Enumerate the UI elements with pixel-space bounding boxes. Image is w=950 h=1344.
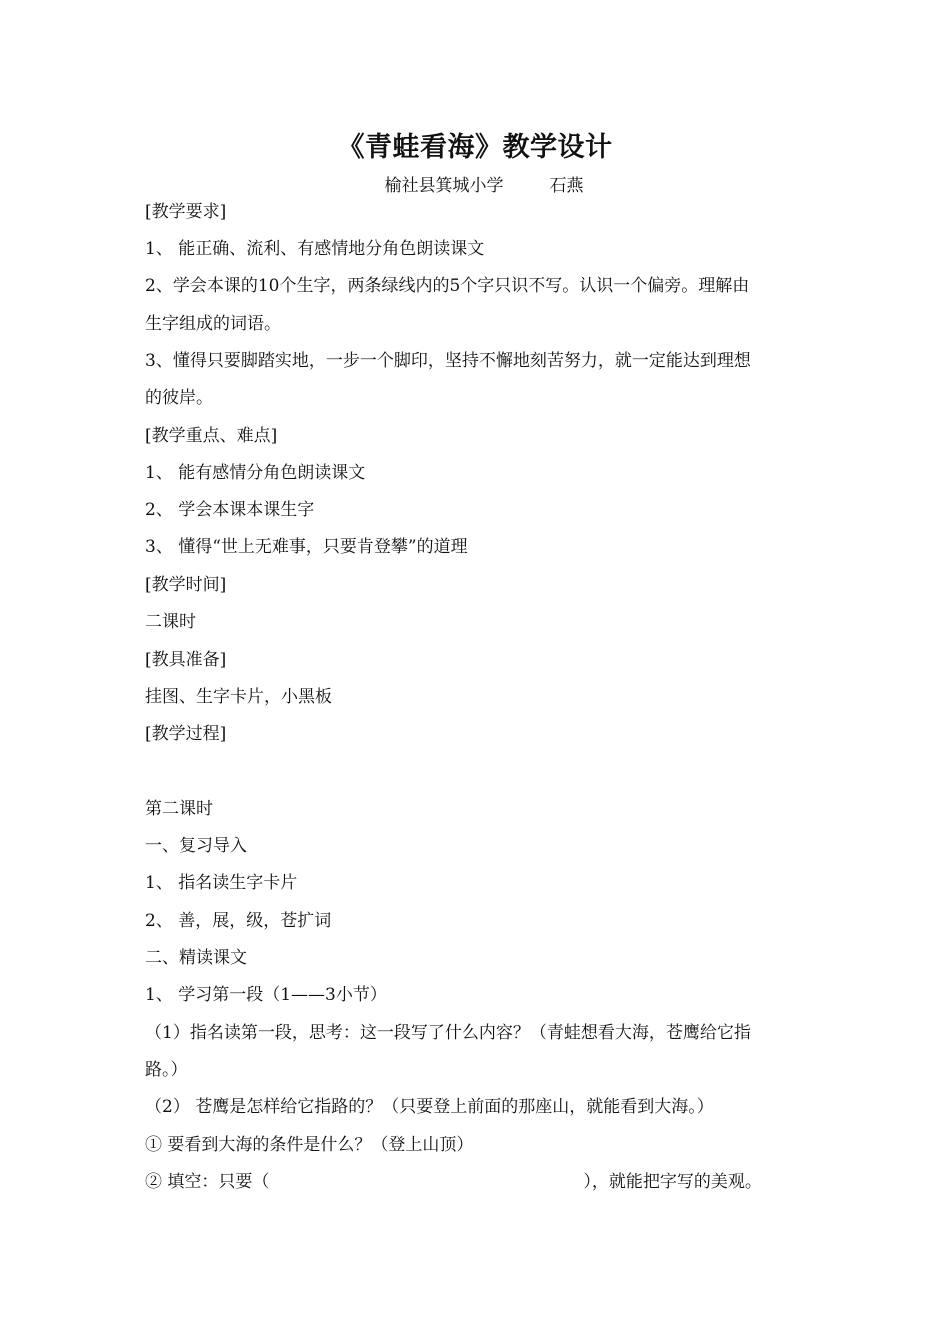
time-value: 二课时 — [145, 612, 196, 632]
fill-blank-line — [145, 1168, 815, 1196]
step-1-heading: 一、复习导入 — [145, 836, 247, 856]
requirement-item-2-cont: 生字组成的词语。 — [145, 314, 281, 334]
document-title: 《青蛙看海》教学设计 — [337, 132, 613, 163]
materials-value: 挂图、生字卡片，小黑板 — [145, 687, 332, 707]
question-1: （1）指名读第一段，思考：这一段写了什么内容？（青蛙想看大海，苍鹰给它指 — [145, 1023, 751, 1043]
section-heading-key-points: [教学重点、难点] — [145, 426, 278, 446]
step-2-heading: 二、精读课文 — [145, 948, 247, 968]
key-point-item-1: 1、 能有感情分角色朗读课文 — [145, 463, 366, 483]
step-2-item-1: 1、 学习第一段（1——3小节） — [145, 985, 387, 1005]
section-heading-time: [教学时间] — [145, 575, 227, 595]
requirement-item-3-cont: 的彼岸。 — [145, 388, 213, 408]
step-1-item-2: 2、 善，展，级，苍扩词 — [145, 911, 332, 931]
requirement-item-1: 1、 能正确、流利、有感情地分角色朗读课文 — [145, 239, 485, 259]
author-line — [0, 172, 950, 200]
author-name: 石燕 — [549, 176, 584, 196]
section-heading-materials: [教具准备] — [145, 650, 227, 670]
step-1-item-1: 1、 指名读生字卡片 — [145, 873, 298, 893]
school-name: 榆社县箕城小学 — [384, 176, 504, 196]
key-point-item-2: 2、 学会本课本课生字 — [145, 500, 315, 520]
key-point-item-3: 3、 懂得“世上无难事，只要肯登攀”的道理 — [145, 537, 468, 557]
requirement-item-3: 3、懂得只要脚踏实地，一步一个脚印，坚持不懈地刻苦努力，就一定能达到理想 — [145, 351, 751, 371]
sub-question-1: ① 要看到大海的条件是什么？（登上山顶） — [145, 1135, 474, 1155]
requirement-item-2: 2、学会本课的10个生字，两条绿线内的5个字只识不写。认识一个偏旁。理解由 — [145, 276, 750, 296]
lesson-heading: 第二课时 — [145, 799, 213, 819]
fill-blank-prefix: ② 填空：只要（ — [145, 1172, 270, 1192]
section-heading-requirements: [教学要求] — [145, 202, 227, 222]
section-heading-process: [教学过程] — [145, 724, 227, 744]
question-2: （2） 苍鹰是怎样给它指路的？（只要登上前面的那座山，就能看到大海。） — [145, 1097, 714, 1117]
fill-blank-suffix: ），就能把字写的美观。 — [583, 1172, 762, 1192]
question-1-cont: 路。） — [145, 1060, 188, 1080]
